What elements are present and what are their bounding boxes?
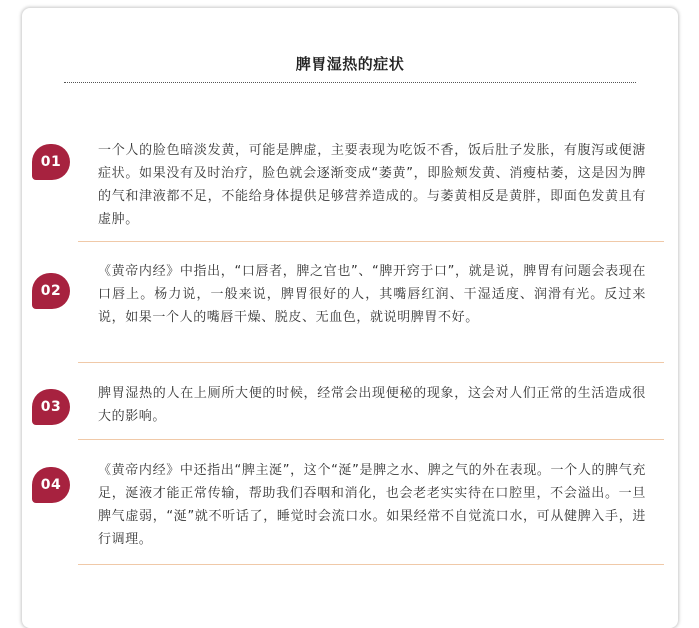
item-number-badge: 03 (32, 389, 70, 425)
article-title: 脾胃湿热的症状 (295, 55, 405, 73)
item-separator (78, 241, 664, 242)
title-divider (64, 82, 636, 83)
item-separator (78, 439, 664, 440)
item-separator (78, 564, 664, 565)
article-card (22, 8, 678, 628)
item-separator (78, 362, 664, 363)
item-text: 一个人的脸色暗淡发黄，可能是脾虚，主要表现为吃饭不香，饭后肚子发胀，有腹泻或便溏症状。如果没有及时治疗，脸色就会逐渐变成“萎黄”，即脸颊发黄、消瘦枯萎，这是因为脾的气和津液都不足，不能给身体提供足够营养造成的。与萎黄相反是黄胖，即面色发黄且有虚肿。 (98, 143, 646, 227)
item-number-badge: 02 (32, 273, 70, 309)
item-text: 《黄帝内经》中指出，“口唇者，脾之官也”、“脾开窍于口”，就是说，脾胃有问题会表现在口唇上。杨力说，一般来说，脾胃很好的人，其嘴唇红润、干湿适度、润滑有光。反过来说，如果一个人的嘴唇干燥、脱皮、无血色，就说明脾胃不好。 (98, 264, 646, 325)
item-number-badge: 01 (32, 144, 70, 180)
item-number-badge: 04 (32, 467, 70, 503)
item-text: 《黄帝内经》中还指出“脾主涎”，这个“涎”是脾之水、脾之气的外在表现。一个人的脾气充足，涎液才能正常传输，帮助我们吞咽和消化，也会老老实实待在口腔里，不会溢出。一旦脾气虚弱，“涎”就不听话了，睡觉时会流口水。如果经常不自觉流口水，可从健脾入手，进行调理。 (98, 463, 646, 547)
item-text: 脾胃湿热的人在上厕所大便的时候，经常会出现便秘的现象，这会对人们正常的生活造成很大的影响。 (98, 386, 646, 424)
